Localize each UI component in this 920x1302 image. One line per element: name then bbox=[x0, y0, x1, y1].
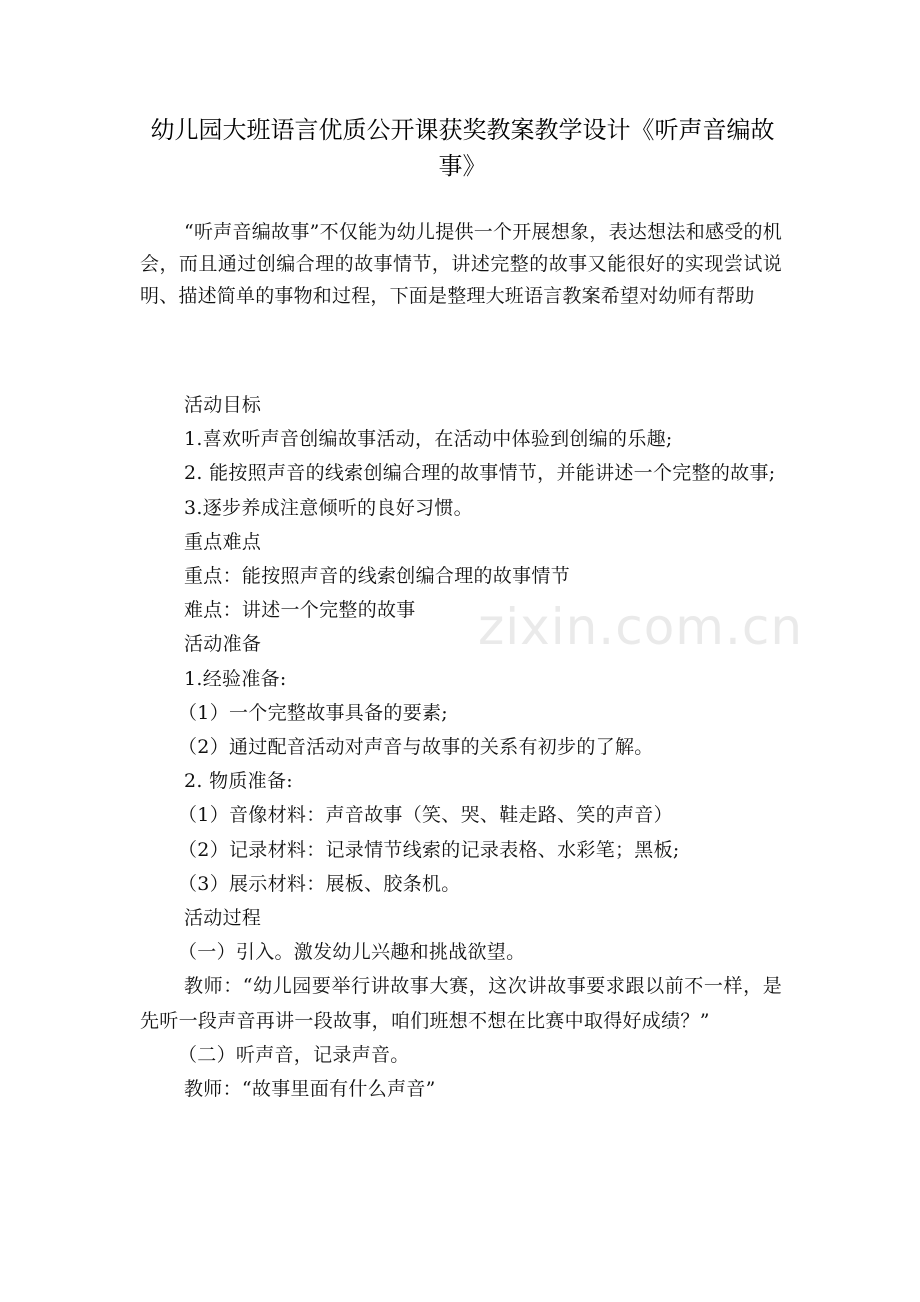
prep-materials: 2. 物质准备: bbox=[184, 770, 293, 793]
section-heading-goals: 活动目标 bbox=[184, 394, 262, 416]
document-body bbox=[140, 388, 782, 1106]
goal-item-3: 3.逐步养成注意倾听的良好习惯。 bbox=[184, 496, 473, 519]
prep-materials-item-2: （2）记录材料：记录情节线索的记录表格、水彩笔；黑板; bbox=[178, 838, 680, 861]
section-heading-process: 活动过程 bbox=[184, 907, 262, 930]
teacher-quote-2: 教师：“故事里面有什么声音” bbox=[184, 1078, 436, 1101]
goal-item-2: 2. 能按照声音的线索创编合理的故事情节，并能讲述一个完整的故事; bbox=[184, 462, 776, 485]
prep-experience: 1.经验准备: bbox=[184, 667, 287, 690]
goal-item-1: 1.喜欢听声音创编故事活动，在活动中体验到创编的乐趣; bbox=[184, 428, 673, 451]
difficult-point: 难点：讲述一个完整的故事 bbox=[184, 599, 416, 622]
prep-materials-item-3: （3）展示材料：展板、胶条机。 bbox=[178, 872, 461, 895]
document-title: 幼儿园大班语言优质公开课获奖教案教学设计《听声音编故事》 bbox=[150, 116, 775, 180]
prep-experience-item-1: （1）一个完整故事具备的要素; bbox=[178, 701, 448, 724]
prep-experience-item-2: （2）通过配音活动对声音与故事的关系有初步的了解。 bbox=[178, 736, 654, 759]
intro-paragraph: “听声音编故事”不仅能为幼儿提供一个开展想象，表达想法和感受的机会，而且通过创编合理的故事情节，讲述完整的故事又能很好的实现尝试说明、描述简单的事物和过程，下面是整理大班语言教案希望对幼师有帮助 bbox=[140, 221, 782, 307]
watermark: zixin.com.cn bbox=[478, 598, 804, 656]
key-point: 重点：能按照声音的线索创编合理的故事情节 bbox=[184, 565, 571, 588]
section-heading-preparation: 活动准备 bbox=[184, 633, 262, 656]
process-step-2: （二）听声音，记录声音。 bbox=[178, 1043, 410, 1066]
process-step-1: （一）引入。激发幼儿兴趣和挑战欲望。 bbox=[178, 941, 526, 964]
prep-materials-item-1: （1）音像材料：声音故事（笑、哭、鞋走路、笑的声音） bbox=[178, 804, 673, 827]
teacher-quote-1: 教师：“幼儿园要举行讲故事大赛，这次讲故事要求跟以前不一样，是先听一段声音再讲一段故事，咱们班想不想在比赛中取得好成绩？” bbox=[140, 975, 782, 1032]
section-heading-key-points: 重点难点 bbox=[184, 530, 262, 553]
